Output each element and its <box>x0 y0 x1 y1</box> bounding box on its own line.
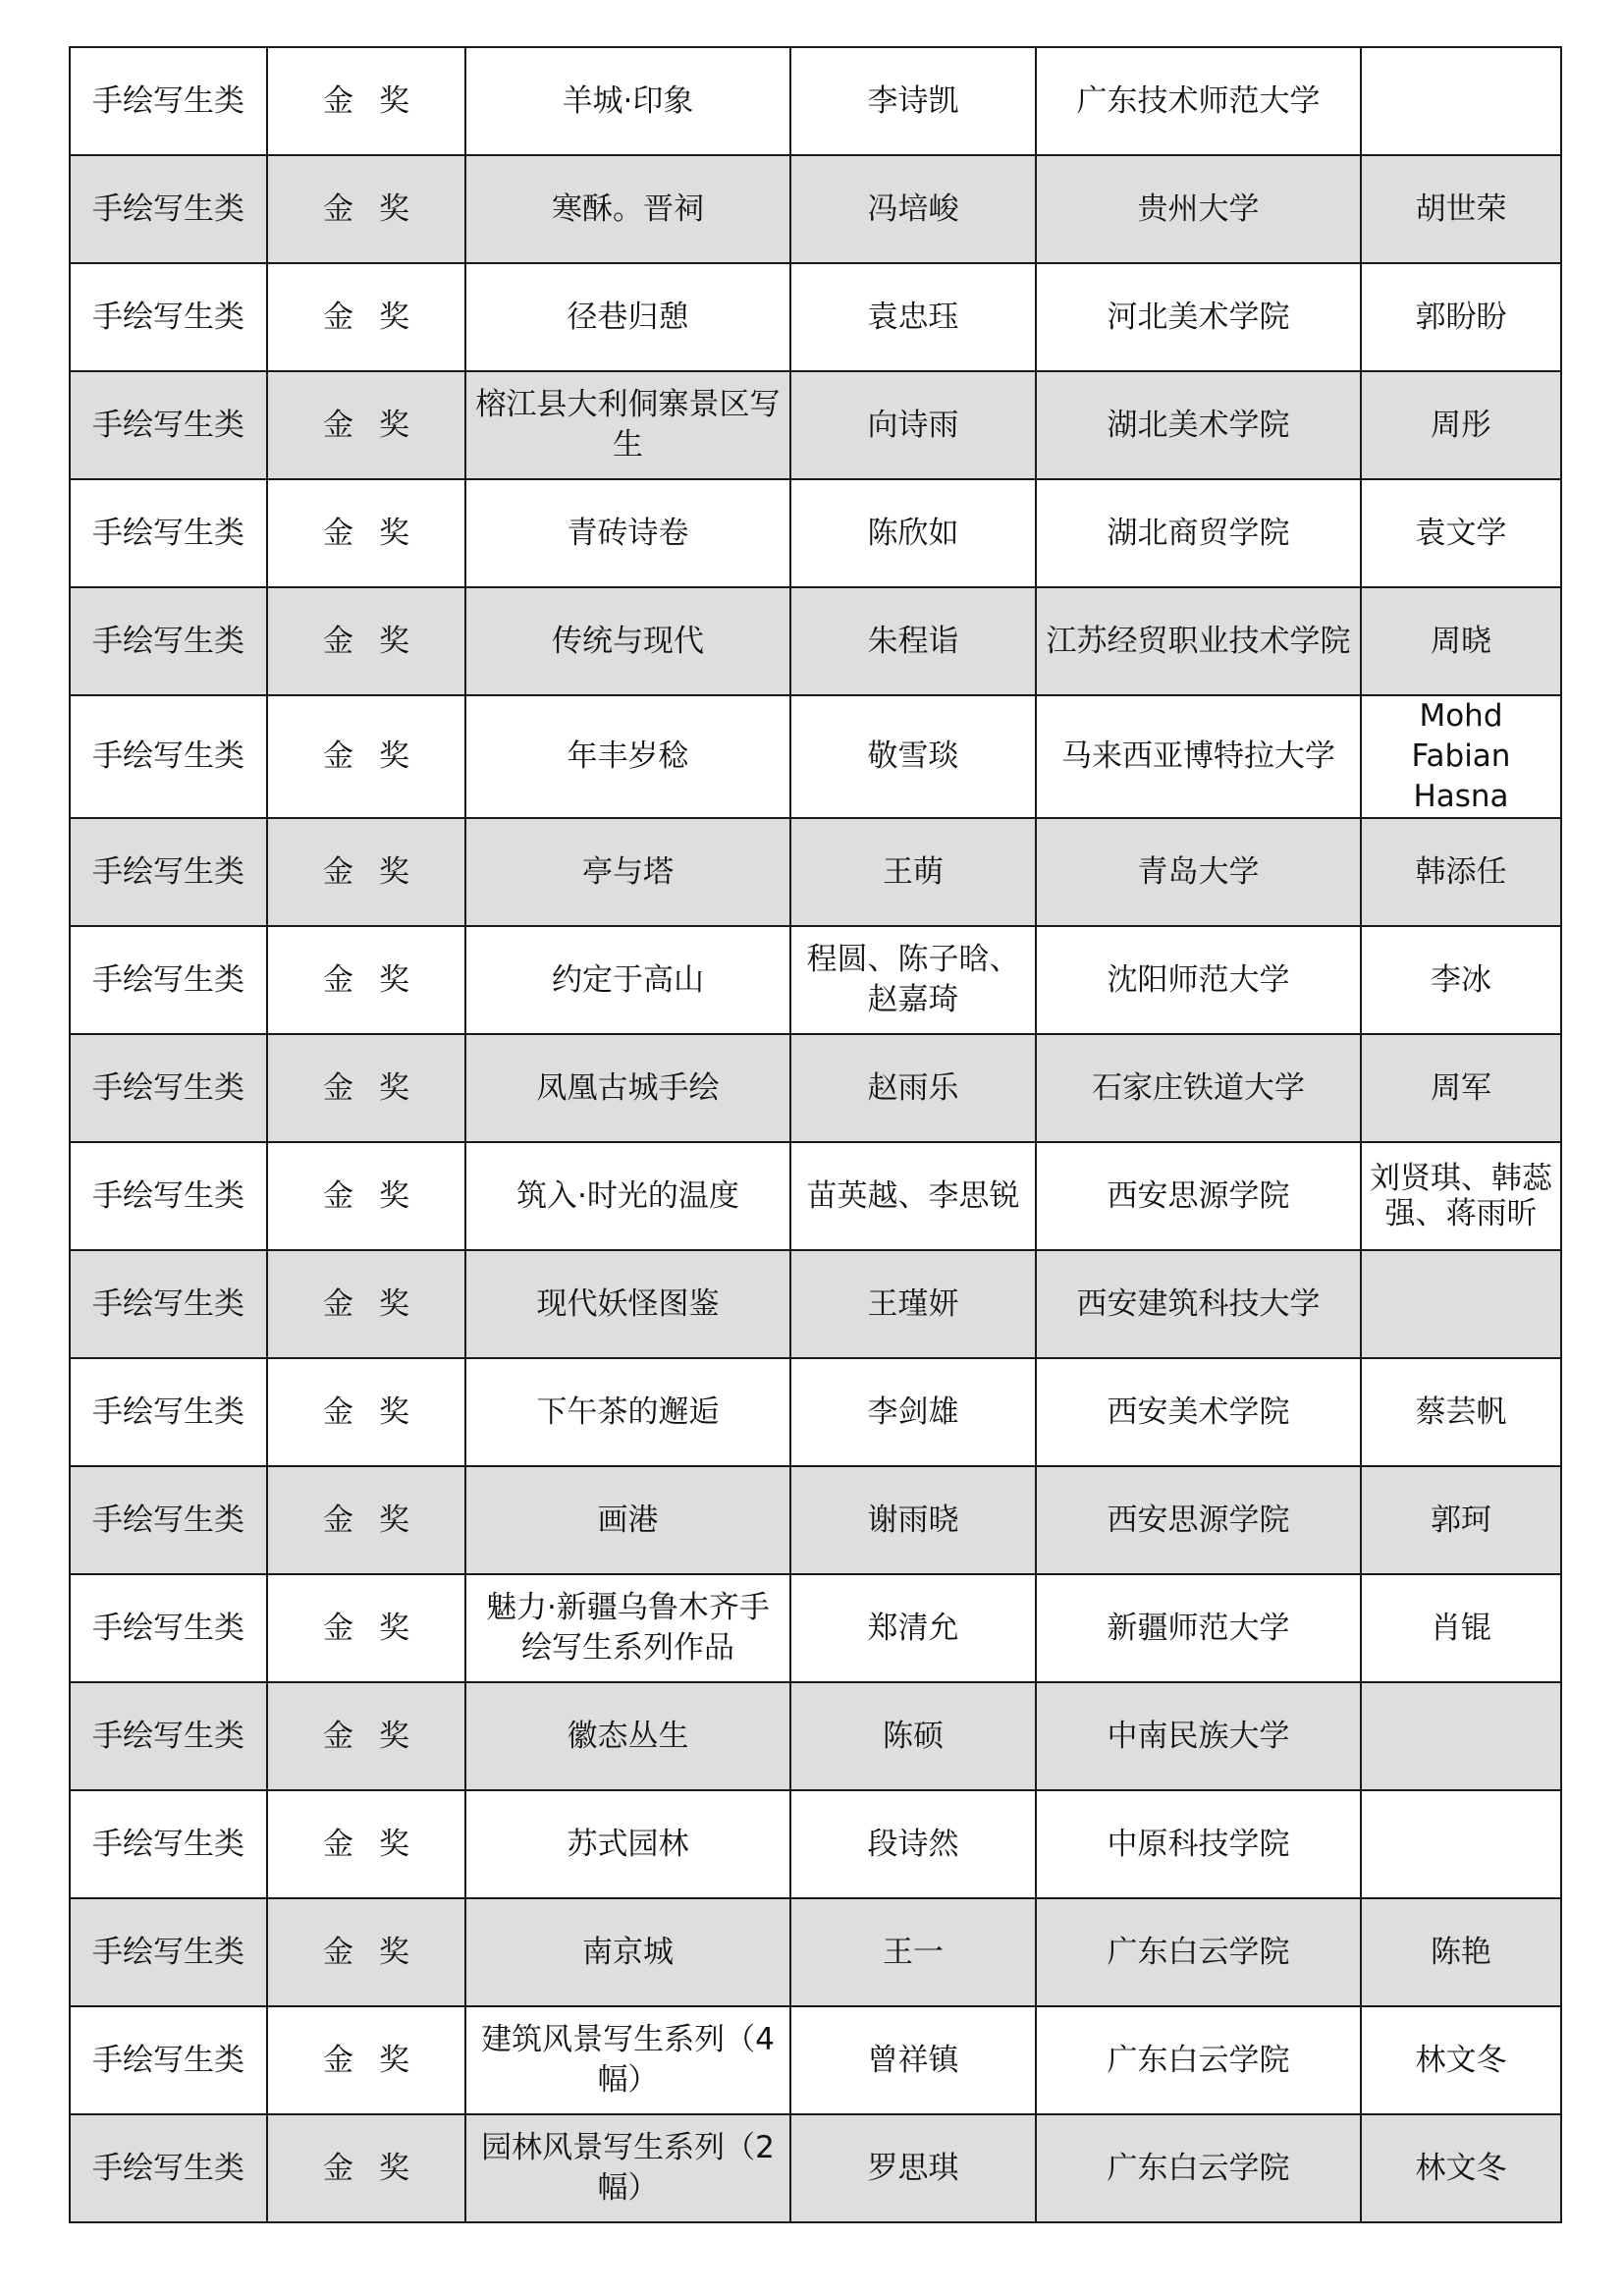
table-row <box>70 818 1561 926</box>
author-cell: 王瑾妍 <box>790 1250 1036 1358</box>
title-cell: 亭与塔 <box>465 818 790 926</box>
author-cell: 王萌 <box>790 818 1036 926</box>
awards-table-body <box>70 47 1561 2222</box>
author-cell: 陈欣如 <box>790 479 1036 587</box>
table-row <box>70 47 1561 155</box>
table-row <box>70 695 1561 818</box>
advisor-cell: 周晓 <box>1361 587 1561 695</box>
author-cell: 李剑雄 <box>790 1358 1036 1466</box>
advisor-cell: 袁文学 <box>1361 479 1561 587</box>
category-cell: 手绘写生类 <box>70 1898 267 2006</box>
table-row <box>70 1034 1561 1142</box>
category-cell: 手绘写生类 <box>70 371 267 479</box>
award-cell: 金奖 <box>267 2006 465 2114</box>
table-row <box>70 1250 1561 1358</box>
title-cell: 寒酥。晋祠 <box>465 155 790 263</box>
award-cell: 金奖 <box>267 587 465 695</box>
award-cell: 金奖 <box>267 926 465 1034</box>
school-cell: 西安思源学院 <box>1036 1466 1361 1574</box>
category-cell: 手绘写生类 <box>70 2114 267 2222</box>
title-cell: 径巷归憩 <box>465 263 790 371</box>
category-cell: 手绘写生类 <box>70 1034 267 1142</box>
award-cell: 金奖 <box>267 371 465 479</box>
category-cell: 手绘写生类 <box>70 1250 267 1358</box>
school-cell: 西安思源学院 <box>1036 1142 1361 1250</box>
category-cell: 手绘写生类 <box>70 47 267 155</box>
school-cell: 广东技术师范大学 <box>1036 47 1361 155</box>
title-cell: 约定于高山 <box>465 926 790 1034</box>
table-row <box>70 263 1561 371</box>
advisor-cell: 韩添任 <box>1361 818 1561 926</box>
category-cell: 手绘写生类 <box>70 695 267 818</box>
title-cell: 苏式园林 <box>465 1790 790 1898</box>
advisor-cell: 陈艳 <box>1361 1898 1561 2006</box>
award-cell: 金奖 <box>267 263 465 371</box>
advisor-cell: Mohd Fabian Hasna <box>1361 695 1561 818</box>
advisor-cell: 林文冬 <box>1361 2006 1561 2114</box>
advisor-cell: 周军 <box>1361 1034 1561 1142</box>
author-cell: 段诗然 <box>790 1790 1036 1898</box>
award-cell: 金奖 <box>267 1142 465 1250</box>
advisor-cell: 李冰 <box>1361 926 1561 1034</box>
school-cell: 广东白云学院 <box>1036 1898 1361 2006</box>
advisor-cell: 胡世荣 <box>1361 155 1561 263</box>
table-row <box>70 1466 1561 1574</box>
category-cell: 手绘写生类 <box>70 1574 267 1682</box>
table-row <box>70 479 1561 587</box>
award-cell: 金奖 <box>267 479 465 587</box>
author-cell: 苗英越、李思锐 <box>790 1142 1036 1250</box>
category-cell: 手绘写生类 <box>70 1682 267 1790</box>
advisor-cell: 郭珂 <box>1361 1466 1561 1574</box>
title-cell: 年丰岁稔 <box>465 695 790 818</box>
author-cell: 程圆、陈子晗、赵嘉琦 <box>790 926 1036 1034</box>
category-cell: 手绘写生类 <box>70 155 267 263</box>
advisor-cell <box>1361 1250 1561 1358</box>
award-cell: 金奖 <box>267 1682 465 1790</box>
school-cell: 湖北商贸学院 <box>1036 479 1361 587</box>
award-cell: 金奖 <box>267 1898 465 2006</box>
table-row <box>70 1898 1561 2006</box>
category-cell: 手绘写生类 <box>70 479 267 587</box>
school-cell: 西安建筑科技大学 <box>1036 1250 1361 1358</box>
category-cell: 手绘写生类 <box>70 587 267 695</box>
advisor-cell: 周彤 <box>1361 371 1561 479</box>
category-cell: 手绘写生类 <box>70 1358 267 1466</box>
author-cell: 曾祥镇 <box>790 2006 1036 2114</box>
school-cell: 河北美术学院 <box>1036 263 1361 371</box>
school-cell: 青岛大学 <box>1036 818 1361 926</box>
advisor-cell: 郭盼盼 <box>1361 263 1561 371</box>
title-cell: 现代妖怪图鉴 <box>465 1250 790 1358</box>
school-cell: 石家庄铁道大学 <box>1036 1034 1361 1142</box>
school-cell: 广东白云学院 <box>1036 2006 1361 2114</box>
author-cell: 罗思琪 <box>790 2114 1036 2222</box>
table-row <box>70 1358 1561 1466</box>
advisor-cell <box>1361 47 1561 155</box>
school-cell: 西安美术学院 <box>1036 1358 1361 1466</box>
advisor-cell: 蔡芸帆 <box>1361 1358 1561 1466</box>
author-cell: 郑清允 <box>790 1574 1036 1682</box>
title-cell: 园林风景写生系列（2幅） <box>465 2114 790 2222</box>
author-cell: 向诗雨 <box>790 371 1036 479</box>
author-cell: 袁忠珏 <box>790 263 1036 371</box>
title-cell: 建筑风景写生系列（4幅） <box>465 2006 790 2114</box>
table-row <box>70 155 1561 263</box>
table-row <box>70 2006 1561 2114</box>
table-row <box>70 1790 1561 1898</box>
award-cell: 金奖 <box>267 695 465 818</box>
title-cell: 徽态丛生 <box>465 1682 790 1790</box>
table-row <box>70 1142 1561 1250</box>
title-cell: 魅力·新疆乌鲁木齐手绘写生系列作品 <box>465 1574 790 1682</box>
category-cell: 手绘写生类 <box>70 1790 267 1898</box>
advisor-cell <box>1361 1682 1561 1790</box>
author-cell: 朱程诣 <box>790 587 1036 695</box>
author-cell: 敬雪琰 <box>790 695 1036 818</box>
school-cell: 湖北美术学院 <box>1036 371 1361 479</box>
category-cell: 手绘写生类 <box>70 1142 267 1250</box>
author-cell: 陈硕 <box>790 1682 1036 1790</box>
advisor-cell: 刘贤琪、韩蕊强、蒋雨昕 <box>1361 1142 1561 1250</box>
author-cell: 李诗凯 <box>790 47 1036 155</box>
advisor-cell: 肖锟 <box>1361 1574 1561 1682</box>
author-cell: 赵雨乐 <box>790 1034 1036 1142</box>
school-cell: 马来西亚博特拉大学 <box>1036 695 1361 818</box>
table-row <box>70 926 1561 1034</box>
award-cell: 金奖 <box>267 47 465 155</box>
school-cell: 中原科技学院 <box>1036 1790 1361 1898</box>
category-cell: 手绘写生类 <box>70 263 267 371</box>
table-row <box>70 371 1561 479</box>
school-cell: 沈阳师范大学 <box>1036 926 1361 1034</box>
table-row <box>70 587 1561 695</box>
title-cell: 传统与现代 <box>465 587 790 695</box>
advisor-cell <box>1361 1790 1561 1898</box>
school-cell: 广东白云学院 <box>1036 2114 1361 2222</box>
award-cell: 金奖 <box>267 1034 465 1142</box>
award-cell: 金奖 <box>267 1358 465 1466</box>
author-cell: 谢雨晓 <box>790 1466 1036 1574</box>
title-cell: 凤凰古城手绘 <box>465 1034 790 1142</box>
award-cell: 金奖 <box>267 1574 465 1682</box>
title-cell: 榕江县大利侗寨景区写生 <box>465 371 790 479</box>
category-cell: 手绘写生类 <box>70 818 267 926</box>
category-cell: 手绘写生类 <box>70 926 267 1034</box>
award-cell: 金奖 <box>267 1466 465 1574</box>
category-cell: 手绘写生类 <box>70 1466 267 1574</box>
author-cell: 王一 <box>790 1898 1036 2006</box>
title-cell: 南京城 <box>465 1898 790 2006</box>
table-row <box>70 2114 1561 2222</box>
school-cell: 中南民族大学 <box>1036 1682 1361 1790</box>
table-row <box>70 1574 1561 1682</box>
title-cell: 筑入·时光的温度 <box>465 1142 790 1250</box>
title-cell: 画港 <box>465 1466 790 1574</box>
table-row <box>70 1682 1561 1790</box>
school-cell: 贵州大学 <box>1036 155 1361 263</box>
title-cell: 青砖诗卷 <box>465 479 790 587</box>
award-cell: 金奖 <box>267 818 465 926</box>
advisor-cell: 林文冬 <box>1361 2114 1561 2222</box>
school-cell: 新疆师范大学 <box>1036 1574 1361 1682</box>
title-cell: 下午茶的邂逅 <box>465 1358 790 1466</box>
award-cell: 金奖 <box>267 1790 465 1898</box>
awards-sheet <box>69 46 1562 2223</box>
award-cell: 金奖 <box>267 1250 465 1358</box>
school-cell: 江苏经贸职业技术学院 <box>1036 587 1361 695</box>
category-cell: 手绘写生类 <box>70 2006 267 2114</box>
award-cell: 金奖 <box>267 2114 465 2222</box>
author-cell: 冯培峻 <box>790 155 1036 263</box>
award-cell: 金奖 <box>267 155 465 263</box>
awards-table <box>69 46 1562 2223</box>
title-cell: 羊城·印象 <box>465 47 790 155</box>
